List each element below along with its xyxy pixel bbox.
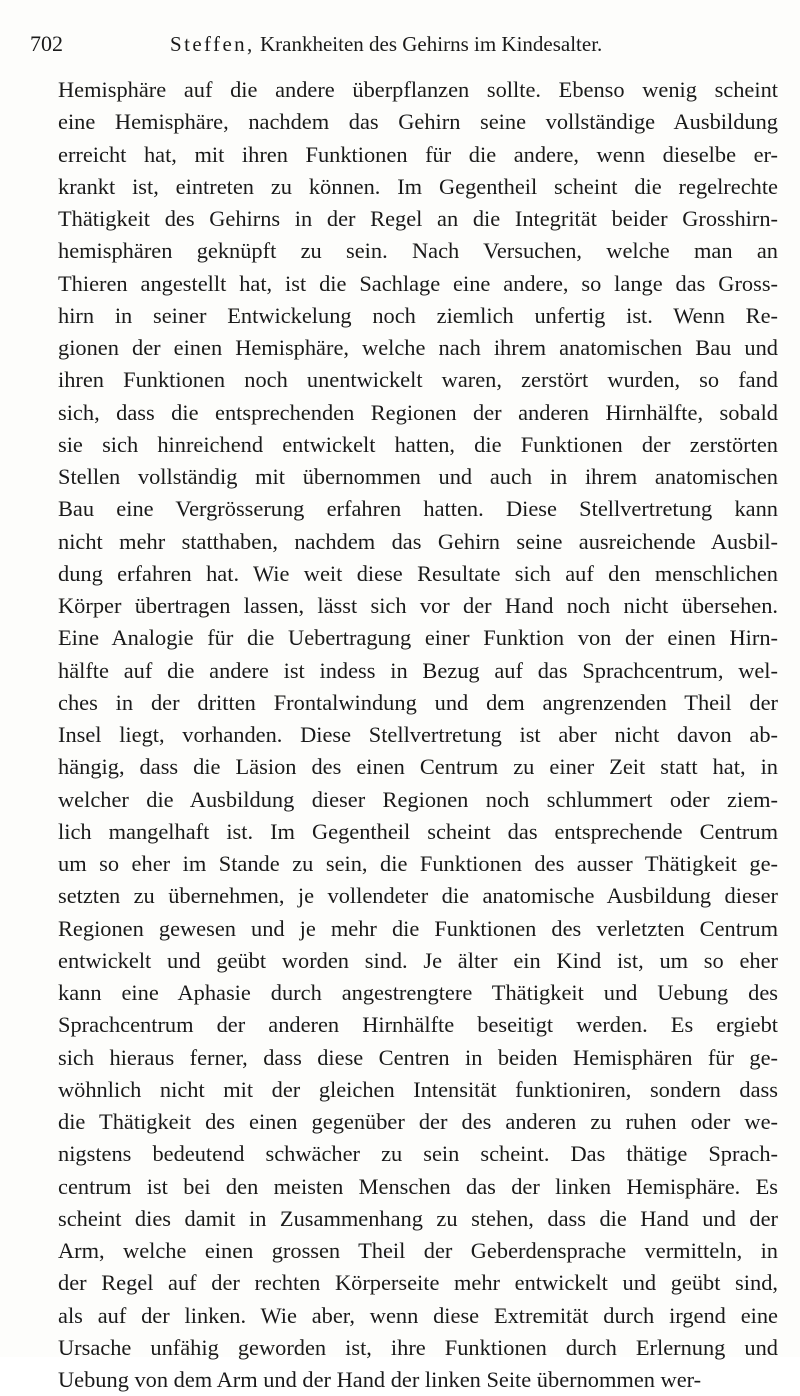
text-line: hirn in seiner Entwickelung noch ziemlich unfertig ist. Wenn Re- — [58, 302, 778, 328]
text-line: erreicht hat, mit ihren Funktionen für die andere, wenn dieselbe er- — [58, 141, 778, 167]
text-line: Thätigkeit des Gehirns in der Regel an die Integrität beider Grosshirn- — [58, 206, 778, 231]
text-line: die Thätigkeit des einen gegenüber der des anderen zu ruhen oder we- — [58, 1109, 778, 1134]
text-line: gionen der einen Hemisphäre, welche nach ihrem anatomischen Bau und — [58, 335, 778, 360]
text-line: scheint dies damit in Zusammenhang zu stehen, dass die Hand und der — [58, 1205, 778, 1231]
text-line: nicht mehr statthaben, nachdem das Gehirn seine ausreichende Ausbil- — [58, 528, 778, 554]
running-head — [170, 30, 602, 58]
text-line: Arm, welche einen grossen Theil der Geberdensprache vermitteln, in — [58, 1238, 778, 1263]
running-head-author: Steffen, — [170, 32, 255, 56]
text-line: um so eher im Stande zu sein, die Funktionen des ausser Thätigkeit ge- — [58, 851, 778, 876]
text-line: Thieren angestellt hat, ist die Sachlage eine andere, so lange das Gross- — [58, 270, 778, 296]
text-line: sie sich hinreichend entwickelt hatten, die Funktionen der zerstörten — [58, 431, 778, 457]
body-text — [58, 74, 778, 1396]
text-line: Uebung von dem Arm und der Hand der linken Seite übernommen wer- — [58, 1367, 702, 1392]
page-header — [30, 30, 770, 60]
text-line: setzten zu übernehmen, je vollendeter die anatomische Ausbildung dieser — [58, 883, 778, 909]
text-line: hälfte auf die andere ist indess in Bezug auf das Sprachcentrum, wel- — [58, 657, 778, 683]
text-line: sich, dass die entsprechenden Regionen der anderen Hirnhälfte, sobald — [58, 399, 778, 425]
text-line: eine Hemisphäre, nachdem das Gehirn seine vollständige Ausbildung — [58, 109, 778, 135]
text-line: ches in der dritten Frontalwindung und dem angrenzenden Theil der — [58, 689, 778, 715]
text-line: hemisphären geknüpft zu sein. Nach Versuchen, welche man an — [58, 238, 778, 264]
text-line: Sprachcentrum der anderen Hirnhälfte beseitigt werden. Es ergiebt — [58, 1012, 778, 1038]
text-line: als auf der linken. Wie aber, wenn diese Extremität durch irgend eine — [58, 1302, 778, 1328]
text-line: centrum ist bei den meisten Menschen das der linken Hemisphäre. Es — [58, 1173, 778, 1199]
text-line: Insel liegt, vorhanden. Diese Stellvertretung ist aber nicht davon ab- — [58, 722, 778, 747]
text-line: der Regel auf der rechten Körperseite mehr entwickelt und geübt sind, — [58, 1270, 778, 1296]
text-line: kann eine Aphasie durch angestrengtere Thätigkeit und Uebung des — [58, 980, 778, 1005]
text-line: entwickelt und geübt worden sind. Je älter ein Kind ist, um so eher — [58, 947, 778, 973]
text-line: lich mangelhaft ist. Im Gegentheil scheint das entsprechende Centrum — [58, 818, 778, 844]
text-line: Ursache unfähig geworden ist, ihre Funktionen durch Erlernung und — [58, 1334, 778, 1360]
text-line: nigstens bedeutend schwächer zu sein scheint. Das thätige Sprach- — [58, 1141, 778, 1167]
text-line: sich hieraus ferner, dass diese Centren in beiden Hemisphären für ge- — [58, 1044, 778, 1070]
text-line: Körper übertragen lassen, lässt sich vor der Hand noch nicht übersehen. — [58, 593, 778, 618]
text-line: Bau eine Vergrösserung erfahren hatten. Diese Stellvertretung kann — [58, 496, 778, 522]
text-line: welcher die Ausbildung dieser Regionen noch schlummert oder ziem- — [58, 786, 778, 812]
text-line: Stellen vollständig mit übernommen und auch in ihrem anatomischen — [58, 464, 778, 489]
text-line: dung erfahren hat. Wie weit diese Resultate sich auf den menschlichen — [58, 560, 778, 586]
page-number: 702 — [30, 31, 63, 56]
text-line: wöhnlich nicht mit der gleichen Intensität funktioniren, sondern dass — [58, 1076, 778, 1102]
text-line: hängig, dass die Läsion des einen Centrum zu einer Zeit statt hat, in — [58, 754, 778, 780]
text-line: Eine Analogie für die Uebertragung einer Funktion von der einen Hirn- — [58, 625, 778, 651]
text-line: ihren Funktionen noch unentwickelt waren, zerstört wurden, so fand — [58, 367, 778, 393]
text-line: Hemisphäre auf die andere überpflanzen sollte. Ebenso wenig scheint — [58, 77, 778, 102]
text-line: krankt ist, eintreten zu können. Im Gegentheil scheint die regelrechte — [58, 173, 778, 199]
text-line: Regionen gewesen und je mehr die Funktionen des verletzten Centrum — [58, 915, 778, 941]
running-head-title: Krankheiten des Gehirns im Kindesalter. — [259, 32, 603, 56]
